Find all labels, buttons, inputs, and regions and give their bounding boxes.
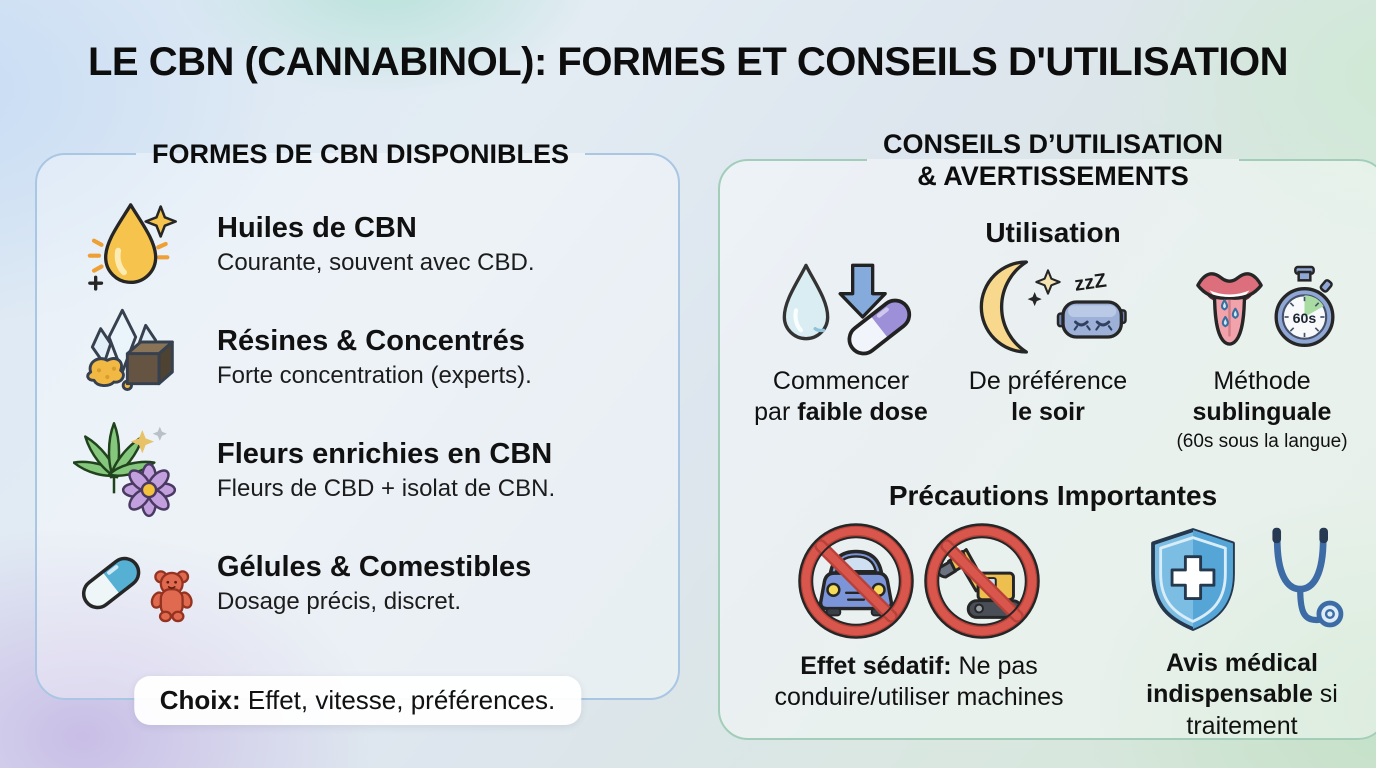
usage-item [1154, 257, 1370, 454]
list-item [63, 420, 658, 520]
usage-caption-bold: le soir [1011, 398, 1085, 427]
list-item [63, 533, 658, 633]
list-item [63, 307, 658, 407]
form-item-title: Fleurs enrichies en CBN [217, 438, 553, 471]
precaution-caption-text: Ne pas conduire/utiliser machines [774, 651, 1064, 712]
precaution-icons [1134, 522, 1350, 642]
usage-caption-bold: faible dose [797, 398, 928, 427]
precaution-caption [747, 651, 1092, 714]
form-item-subtitle: Courante, souvent avec CBD. [217, 248, 535, 276]
usage-caption-line1: De préférence [968, 366, 1128, 395]
form-item-title: Résines & Concentrés [217, 325, 525, 358]
usage-caption-line1: Méthode [1213, 366, 1311, 395]
choice-note-label: Choix: [159, 685, 241, 715]
list-item-text [217, 325, 532, 389]
capsule-gummy-icon [63, 533, 195, 633]
precaution-caption-text: si traitement [1186, 680, 1338, 740]
advice-panel [718, 128, 1376, 740]
usage-caption-line1: Commencer [772, 366, 910, 395]
choice-note-text: Effet, vitesse, préférences. [240, 685, 556, 715]
usage-item [740, 257, 942, 454]
forms-list [63, 194, 658, 633]
moon-sleep-mask-icon [959, 257, 1137, 362]
forms-panel [35, 138, 680, 715]
stethoscope-icon [1260, 522, 1350, 642]
usage-row [730, 249, 1376, 454]
list-item [63, 194, 658, 294]
form-item-subtitle: Forte concentration (experts). [217, 361, 532, 389]
usage-caption-note: (60s sous la langue) [1176, 430, 1348, 452]
leaf-flower-icon [63, 420, 195, 520]
no-machinery-icon [923, 522, 1041, 645]
list-item-text [217, 551, 531, 615]
drop-arrow-capsule-icon [761, 257, 921, 362]
usage-caption [969, 366, 1127, 429]
precaution-icons [797, 522, 1041, 645]
choice-note [134, 676, 581, 725]
form-item-title: Gélules & Comestibles [217, 551, 532, 584]
resin-crystals-icon [63, 307, 195, 407]
usage-caption [754, 366, 928, 429]
medical-shield-icon [1134, 522, 1252, 642]
form-item-subtitle: Fleurs de CBD + isolat de CBN. [217, 474, 556, 502]
advice-heading-line1: CONSEILS D’UTILISATION [882, 129, 1223, 159]
usage-item [942, 257, 1154, 454]
timer-label: 60s [1292, 310, 1317, 327]
precaution-item [747, 522, 1092, 743]
advice-heading-line2: & AVERTISSEMENTS [917, 161, 1189, 192]
usage-caption-bold: sublinguale [1192, 398, 1332, 427]
precaution-caption-bold: Avis médical indispensable [1146, 648, 1318, 709]
zzz-label: zzZ [1073, 269, 1108, 296]
usage-caption-line2: par [754, 398, 798, 427]
usage-caption [1176, 366, 1347, 454]
precaution-caption-bold: Effet sédatif: [800, 651, 952, 680]
precaution-item [1125, 522, 1360, 743]
precaution-caption [1125, 648, 1360, 743]
forms-panel-heading: FORMES DE CBN DISPONIBLES [151, 139, 570, 169]
tongue-stopwatch-icon [1178, 257, 1346, 362]
usage-heading: Utilisation [985, 216, 1121, 248]
form-item-title: Huiles de CBN [217, 212, 417, 245]
advice-panel-heading [867, 128, 1239, 193]
precautions-heading: Précautions Importantes [888, 479, 1218, 511]
no-driving-icon [797, 522, 915, 645]
oil-drop-icon [63, 194, 195, 294]
precautions-row [730, 522, 1376, 743]
list-item-text [217, 212, 535, 276]
list-item-text [217, 438, 555, 502]
form-item-subtitle: Dosage précis, discret. [217, 587, 462, 615]
page-title: LE CBN (CANNABINOL): FORMES ET CONSEILS D'UTILISATION [87, 40, 1288, 84]
